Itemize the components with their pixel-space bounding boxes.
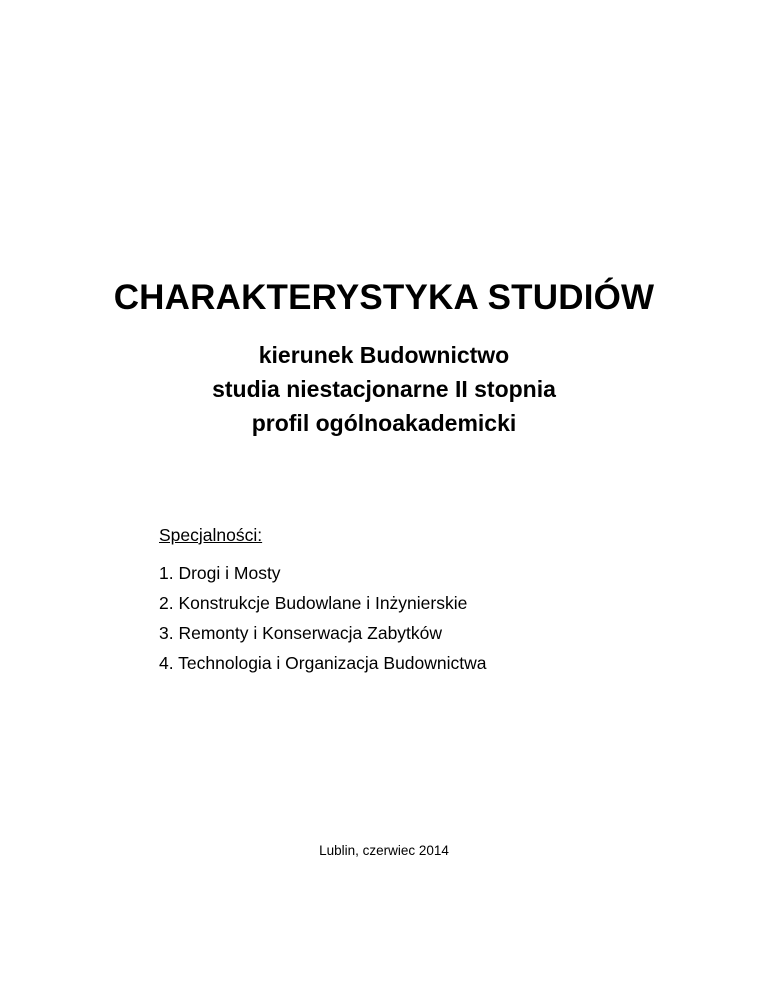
specializations-section [159, 522, 719, 678]
subtitle-field-of-study: kierunek Budownictwo [258, 342, 510, 368]
place-date-footer: Lublin, czerwiec 2014 [319, 843, 449, 858]
specializations-list [159, 558, 719, 678]
subtitle-study-mode: studia niestacjonarne II stopnia [212, 376, 556, 402]
list-item: 3. Remonty i Konserwacja Zabytków [159, 623, 443, 643]
list-item: 1. Drogi i Mosty [159, 563, 281, 583]
list-item: 4. Technologia i Organizacja Budownictwa [159, 653, 487, 673]
list-item: 2. Konstrukcje Budowlane i Inżynierskie [159, 593, 468, 613]
subtitle-profile: profil ogólnoakademicki [251, 410, 517, 436]
subtitle-block [0, 338, 768, 440]
document-title: CHARAKTERYSTYKA STUDIÓW [113, 278, 655, 317]
specializations-heading: Specjalności: [159, 525, 263, 545]
